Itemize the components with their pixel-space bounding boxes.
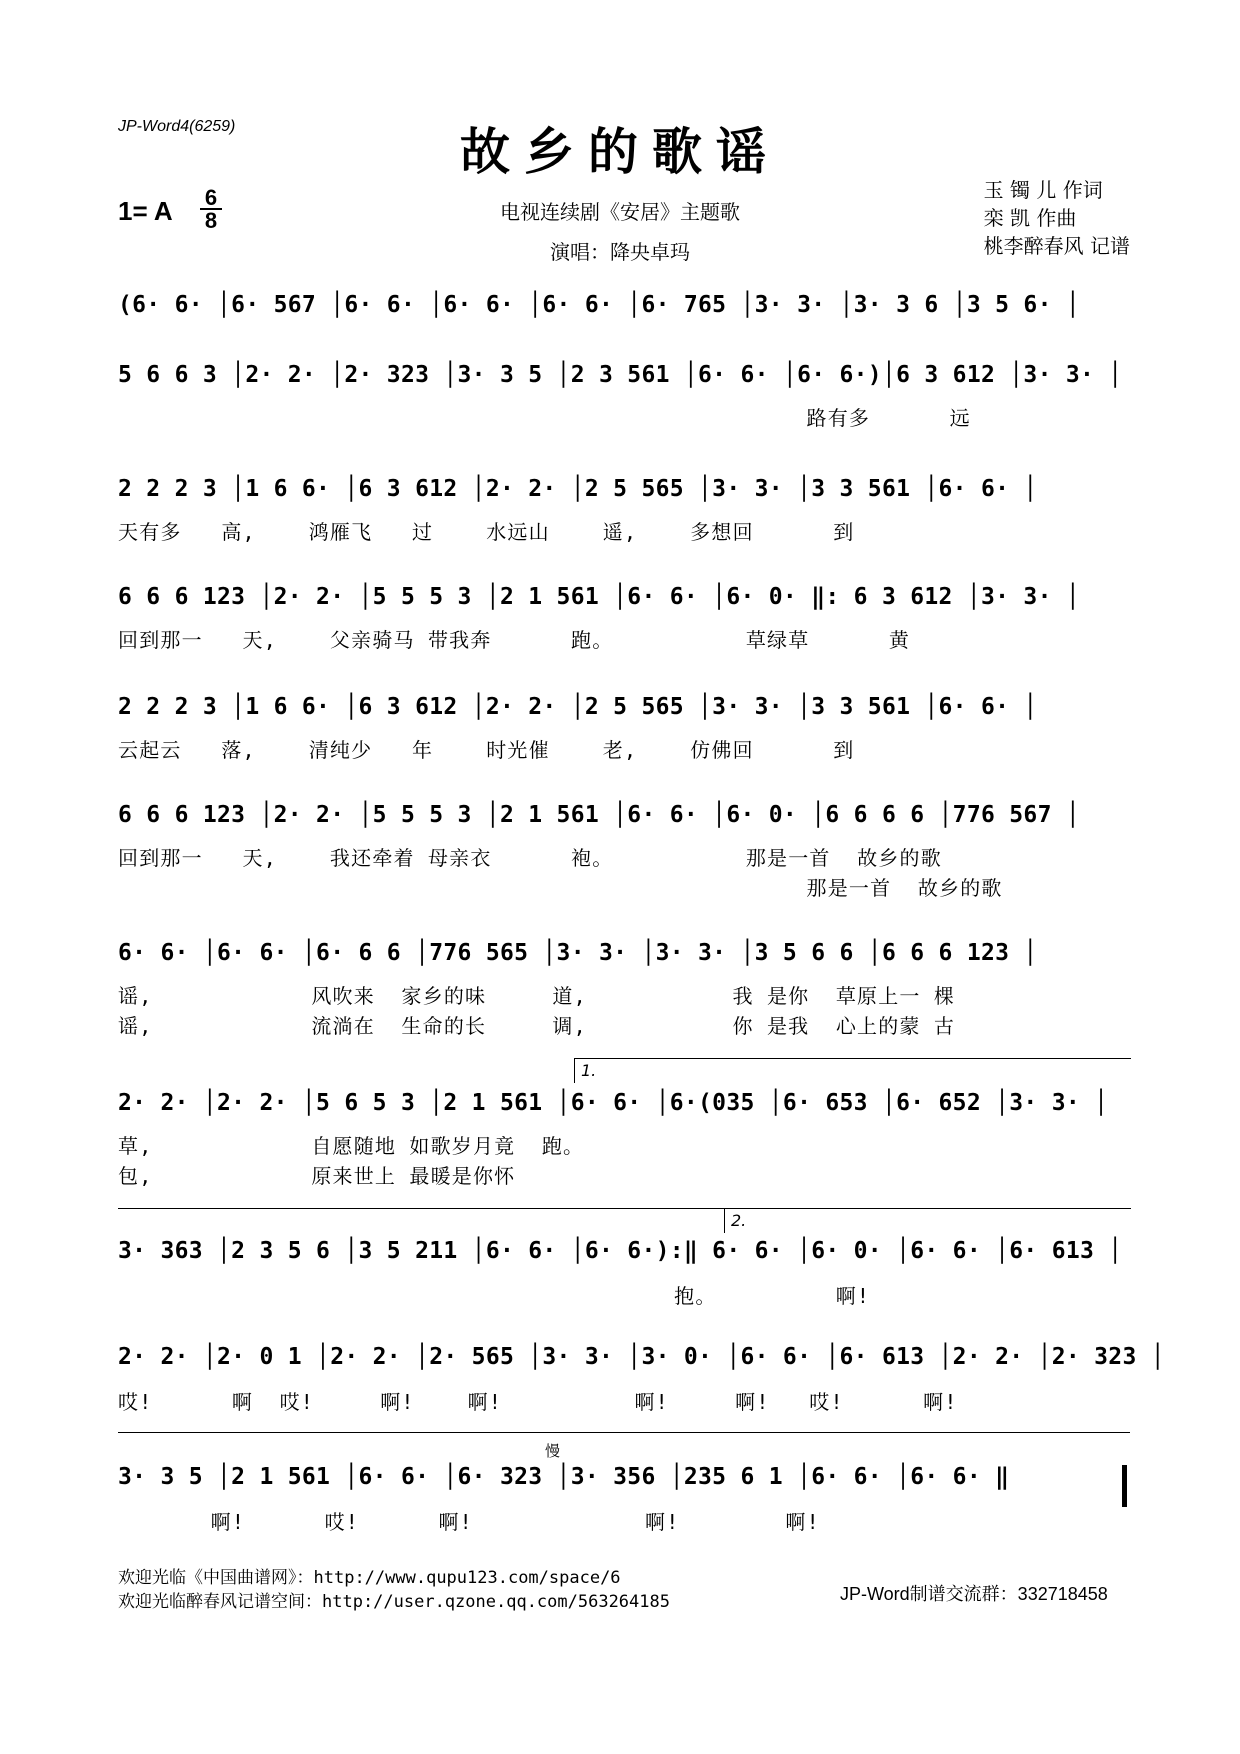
- volta-1-bracket: 1.: [574, 1058, 1131, 1083]
- credits: [984, 176, 1130, 260]
- score-row-5-lyrics: 云起云 落, 清纯少 年 时光催 老, 仿佛回 到: [118, 738, 855, 762]
- footer-line-1: 欢迎光临《中国曲谱网》：http://www.qupu123.com/space/6: [118, 1568, 621, 1588]
- volta-2-bracket: 2.: [724, 1208, 1131, 1233]
- score-row-2-lyrics: 路有多 远: [118, 406, 971, 430]
- score-row-10-lyrics: 哎! 啊 哎! 啊! 啊! 啊! 啊! 哎! 啊!: [118, 1390, 958, 1414]
- score-row-9-notes: 3· 363 │2 3 5 6 │3 5 211 │6· 6· │6· 6·):‖ 6· 6· │6· 0· │6· 6· │6· 613 │: [118, 1238, 1123, 1264]
- time-denominator: 8: [204, 208, 218, 233]
- score-row-4-lyrics: 回到那一 天, 父亲骑马 带我奔 跑。 草绿草 黄: [118, 628, 911, 652]
- tempo-mark: 慢: [545, 1442, 561, 1460]
- final-barline: [1122, 1465, 1127, 1507]
- score-row-7-notes: 6· 6· │6· 6· │6· 6 6 │776 565 │3· 3· │3· 3· │3 5 6 6 │6 6 6 123 │: [118, 940, 1038, 966]
- score-row-10-notes: 2· 2· │2· 0 1 │2· 2· │2· 565 │3· 3· │3· 0· │6· 6· │6· 613 │2· 2· │2· 323 │: [118, 1344, 1165, 1370]
- time-numerator: 6: [204, 185, 218, 210]
- software-label: JP-Word4(6259): [118, 118, 236, 135]
- score-row-8-notes: 2· 2· │2· 2· │5 6 5 3 │2 1 561 │6· 6· │6·(035 │6· 653 │6· 652 │3· 3· │: [118, 1090, 1109, 1116]
- footer-links: [118, 1566, 670, 1614]
- transcriber-credit: 桃李醉春风 记谱: [983, 234, 1130, 258]
- score-row-4-notes: 6 6 6 123 │2· 2· │5 5 5 3 │2 1 561 │6· 6· │6· 0· ‖: 6 3 612 │3· 3· │: [118, 584, 1081, 610]
- score-row-6-notes: 6 6 6 123 │2· 2· │5 5 5 3 │2 1 561 │6· 6· │6· 0· │6 6 6 6 │776 567 │: [118, 802, 1081, 828]
- score-row-7-lyrics-1: 谣, 风吹来 家乡的味 道, 我 是你 草原上一 棵: [118, 984, 956, 1008]
- qq-group: JP-Word制谱交流群：332718458: [840, 1584, 1108, 1604]
- score-row-8-lyrics-2: 包, 原来世上 最暖是你怀: [118, 1164, 516, 1188]
- composer-credit: 栾 凯 作曲: [983, 206, 1077, 230]
- score-row-8-lyrics-1: 草, 自愿随地 如歌岁月竟 跑。: [118, 1134, 585, 1158]
- score-row-3-notes: 2 2 2 3 │1 6 6· │6 3 612 │2· 2· │2 5 565 │3· 3· │3 3 561 │6· 6· │: [118, 476, 1038, 502]
- score-row-3-lyrics: 天有多 高, 鸿雁飞 过 水远山 遥, 多想回 到: [118, 520, 855, 544]
- score-row-6-lyrics-1: 回到那一 天, 我还牵着 母亲衣 袍。 那是一首 故乡的歌: [118, 846, 942, 870]
- subtitle: 电视连续剧《安居》主题歌: [500, 200, 740, 224]
- final-phrase-bracket: [118, 1432, 1130, 1433]
- score-row-5-notes: 2 2 2 3 │1 6 6· │6 3 612 │2· 2· │2 5 565 │3· 3· │3 3 561 │6· 6· │: [118, 694, 1038, 720]
- score-row-7-lyrics-2: 谣, 流淌在 生命的长 调, 你 是我 心上的蒙 古: [118, 1014, 956, 1038]
- score-row-9-lyrics: 抱。 啊!: [118, 1284, 871, 1308]
- footer-line-2: 欢迎光临醉春风记谱空间：http://user.qzone.qq.com/563264185: [118, 1592, 670, 1612]
- key-signature: 1= A: [118, 196, 173, 226]
- score-row-1-notes: (6· 6· │6· 567 │6· 6· │6· 6· │6· 6· │6· 765 │3· 3· │3· 3 6 │3 5 6· │: [118, 292, 1081, 318]
- singer: 演唱：降央卓玛: [550, 240, 690, 264]
- score-row-11-lyrics: 啊! 哎! 啊! 啊! 啊!: [118, 1510, 820, 1534]
- score-row-2-notes: 5 6 6 3 │2· 2· │2· 323 │3· 3 5 │2 3 561 │6· 6· │6· 6·)│6 3 612 │3· 3· │: [118, 362, 1123, 388]
- song-title: 故乡的歌谣: [460, 122, 780, 181]
- score-row-11-notes: 3· 3 5 │2 1 561 │6· 6· │6· 323 │3· 356 │235 6 1 │6· 6· │6· 6· ‖: [118, 1464, 1010, 1490]
- lyricist-credit: 玉 镯 儿 作词: [983, 178, 1103, 202]
- score-row-6-lyrics-2: 那是一首 故乡的歌: [118, 876, 1003, 900]
